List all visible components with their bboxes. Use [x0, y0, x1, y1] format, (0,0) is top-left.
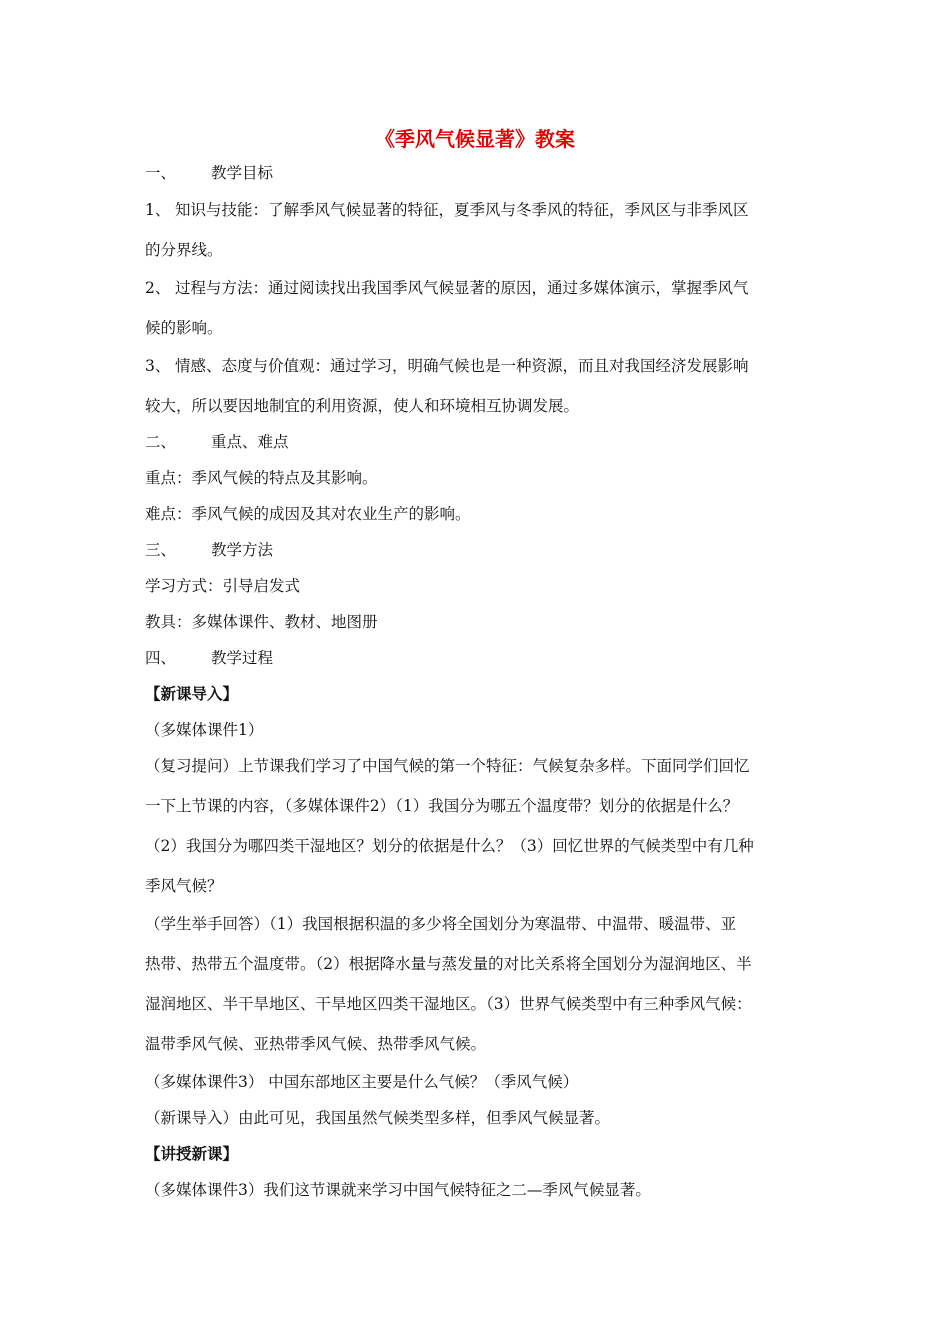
- intro-heading: 【新课导入】: [145, 684, 239, 703]
- section-title: 重点、难点: [211, 433, 289, 451]
- teaching-tools: 教具：多媒体课件、教材、地图册: [145, 613, 378, 631]
- item-number: 3、: [145, 357, 171, 375]
- document-title: 《季风气候显著》教案: [375, 127, 575, 151]
- section-title: 教学过程: [211, 649, 274, 667]
- section-number: 二、: [145, 433, 177, 451]
- item-text: 情感、态度与价值观：通过学习，明确气候也是一种资源，而且对我国经济发展影响: [175, 357, 749, 375]
- section-heading-3: [145, 540, 273, 560]
- text-line: 热带、热带五个温度带。（2）根据降水量与蒸发量的对比关系将全国划分为湿润地区、半: [145, 955, 752, 973]
- text-line: （2）我国分为哪四类干湿地区？划分的依据是什么？（3）回忆世界的气候类型中有几种: [145, 837, 754, 855]
- paragraph: （多媒体课件3）我们这节课就来学习中国气候特征之二—季风气候显著。: [145, 1181, 651, 1199]
- paragraph: （新课导入）由此可见，我国虽然气候类型多样，但季风气候显著。: [145, 1109, 611, 1127]
- item-number: 1、: [145, 201, 171, 219]
- objective-item-3: [145, 356, 749, 376]
- objective-item-1: [145, 200, 749, 220]
- section-number: 四、: [145, 649, 177, 667]
- text-line: 候的影响。: [145, 319, 223, 337]
- item-text: 知识与技能：了解季风气候显著的特征，夏季风与冬季风的特征，季风区与非季风区: [175, 201, 749, 219]
- paragraph: （多媒体课件3） 中国东部地区主要是什么气候？（季风气候）: [145, 1073, 579, 1091]
- text-line: 湿润地区、半干旱地区、干旱地区四类干湿地区。（3）世界气候类型中有三种季风气候：: [145, 995, 752, 1013]
- paragraph: （多媒体课件1）: [145, 721, 264, 739]
- section-title: 教学目标: [211, 164, 274, 182]
- section-heading-1: [145, 163, 273, 183]
- text-line: 的分界线。: [145, 241, 223, 259]
- section-heading-4: [145, 648, 273, 668]
- section-title: 教学方法: [211, 541, 274, 559]
- text-line: （复习提问）上节课我们学习了中国气候的第一个特征：气候复杂多样。下面同学们回忆: [145, 757, 750, 775]
- text-line: （学生举手回答）（1）我国根据积温的多少将全国划分为寒温带、中温带、暖温带、亚: [145, 915, 737, 933]
- text-line: 一下上节课的内容，（多媒体课件2）（1）我国分为哪五个温度带？划分的依据是什么？: [145, 797, 739, 815]
- text-line: 温带季风气候、亚热带季风气候、热带季风气候。: [145, 1035, 487, 1053]
- difficult-point: 难点：季风气候的成因及其对农业生产的影响。: [145, 505, 471, 523]
- key-point: 重点：季风气候的特点及其影响。: [145, 469, 378, 487]
- section-number: 三、: [145, 541, 177, 559]
- lecture-heading: 【讲授新课】: [145, 1144, 239, 1163]
- learning-method: 学习方式：引导启发式: [145, 577, 301, 595]
- text-line: 较大，所以要因地制宜的利用资源，使人和环境相互协调发展。: [145, 397, 580, 415]
- text-line: 季风气候？: [145, 877, 223, 895]
- objective-item-2: [145, 278, 749, 298]
- item-number: 2、: [145, 279, 171, 297]
- item-text: 过程与方法：通过阅读找出我国季风气候显著的原因，通过多媒体演示，掌握季风气: [175, 279, 749, 297]
- section-number: 一、: [145, 164, 177, 182]
- section-heading-2: [145, 432, 289, 452]
